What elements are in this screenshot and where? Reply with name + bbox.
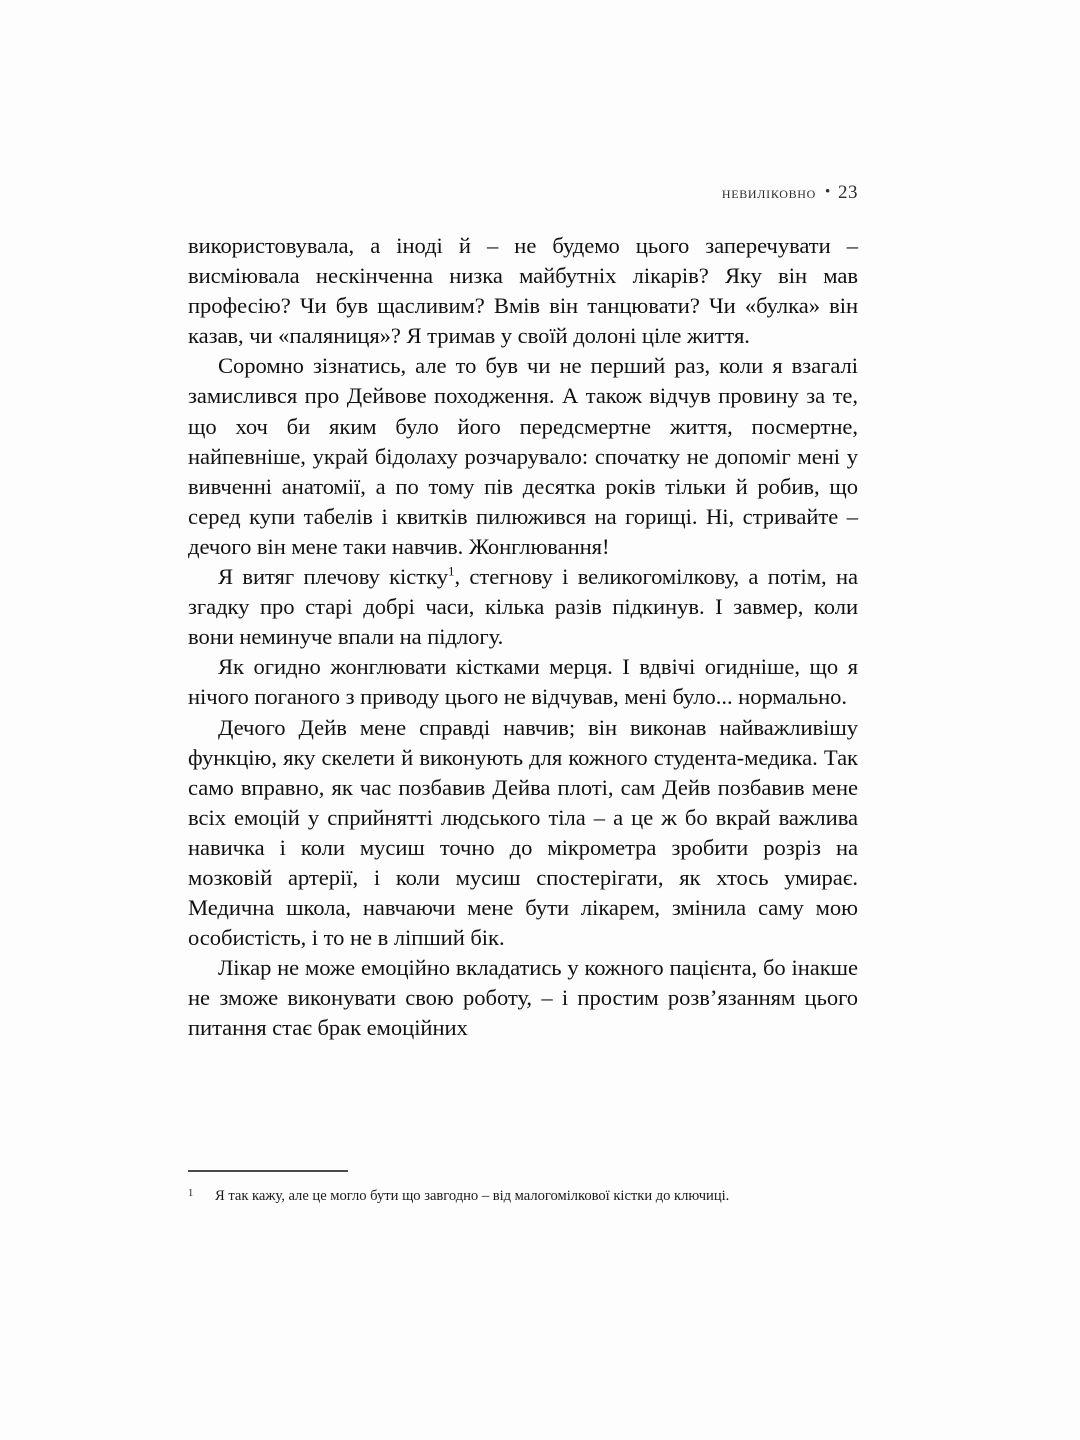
paragraph-4: Як огидно жонглювати кістками мерця. І вдвічі огидніше, що я нічого поганого з приводу цього не відчував, мені було... нормально.	[188, 654, 858, 710]
footnote-reference-1[interactable]: 1	[447, 563, 455, 579]
footnote-block	[188, 1170, 858, 1206]
running-head	[188, 182, 858, 204]
page-number: 23	[838, 182, 858, 203]
paragraph-5: Дечого Дейв мене справді навчив; він виконав найважливішу функцію, яку скелети й виконують для кожного студента-медика. Так само вправно, як час позбавив Дейва плоті, сам Дейв позбавив мене всіх емоцій у сприйнятті людського тіла – а це ж бо вкрай важлива навичка і коли мусиш точно до мікрометра зробити розріз на мозковій артерії, і коли мусиш спостерігати, як хтось умирає. Медична школа, навчаючи мене бути лікарем, змінила саму мою особистість, і то не в ліпший бік.	[188, 714, 858, 951]
paragraph-3	[188, 562, 858, 652]
footnote-separator-rule	[188, 1170, 348, 1172]
footnote-item	[188, 1186, 858, 1206]
paragraph-1: використовувала, а іноді й – не будемо цього заперечувати – висміювала нескінченна низка майбутніх лікарів? Яку він мав професію? Чи був щасливим? Вмів він танцювати? Чи «булка» він казав, чи «паляниця»? Я тримав у своїй долоні ціле життя.	[188, 233, 858, 349]
paragraph-3-text-before-footnote: Я витяг плечову кістку	[218, 564, 448, 590]
paragraph-3-text-after-footnote: , стегнову і великогомілкову, а потім, на згадку про старі добрі часи, кілька разів підкинув. І завмер, коли вони неминуче впали на підлогу.	[188, 564, 858, 650]
footnote-text-1: Я так кажу, але це могло бути що завгодно – від малогомілкової кістки до ключиці.	[215, 1188, 730, 1204]
paragraph-6: Лікар не може емоційно вкладатись у кожного пацієнта, бо інакше не зможе виконувати свою роботу, – і простим розв’язанням цього питання стає брак емоційних	[188, 955, 858, 1041]
paragraph-2: Соромно зізнатись, але то був чи не перший раз, коли я взагалі замислився про Дейвове походження. А також відчув провину за те, що хоч би яким було його передсмертне життя, посмертне, найпевніше, украй бідолаху розчарувало: спочатку не допоміг мені у вивченні анатомії, а по тому пів десятка років тільки й робив, що серед купи табелів і квитків пилюжився на горищі. Ні, стривайте – дечого він мене таки навчив. Жонглювання!	[188, 353, 858, 559]
body-text-column	[188, 231, 858, 1044]
footnote-marker-1: 1	[188, 1188, 194, 1199]
running-head-separator-bullet: •	[825, 184, 831, 200]
running-head-title: невиліковно	[721, 182, 817, 202]
